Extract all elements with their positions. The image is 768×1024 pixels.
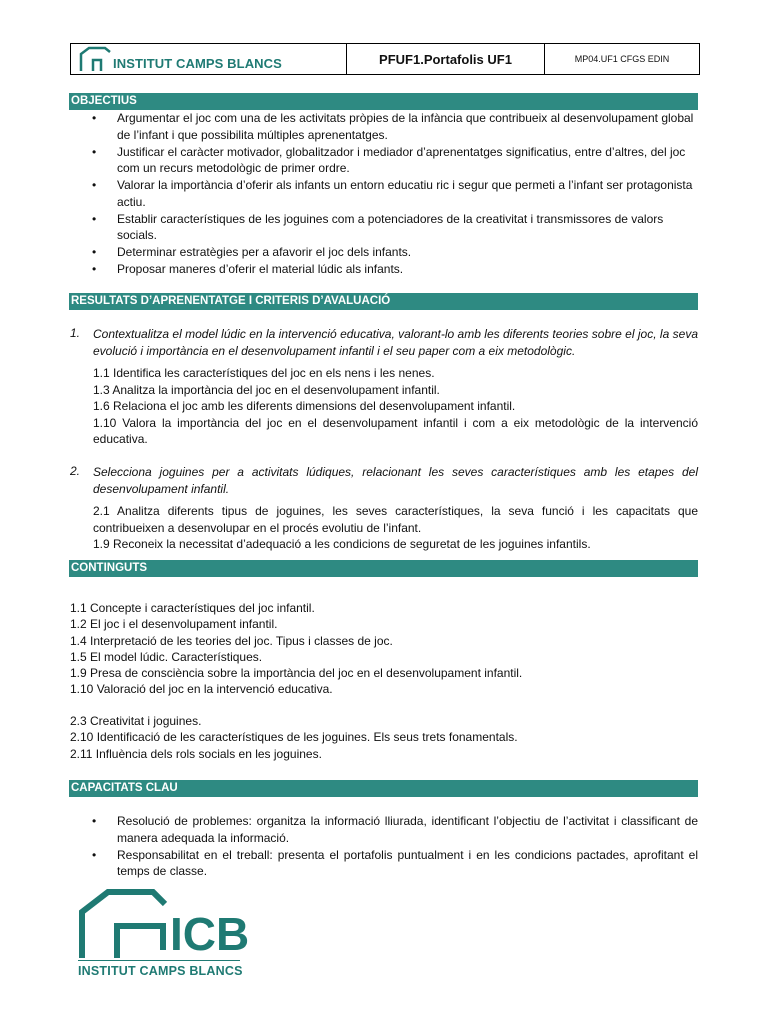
footer-logo — [78, 888, 248, 965]
header-table — [70, 43, 700, 75]
content-item: 2.11 Influència dels rols socials en les joguines. — [70, 746, 322, 761]
list-item: • Valorar la importància d’oferir als infants un entorn educatiu ric i segur que permeti a l’infant ser protagonista actiu. — [92, 178, 693, 209]
list-item: • Argumentar el joc com una de les activitats pròpies de la infància que contribueix al desenvolupament global de l’infant i que possibilita múltiples aprenentatges. — [92, 111, 694, 142]
content-item: 2.10 Identificació de les característiques de les joguines. Els seus trets fonamentals. — [70, 730, 518, 745]
house-outline-icon — [78, 888, 248, 960]
content-item: 1.10 Valoració del joc en la intervenció educativa. — [70, 682, 333, 697]
ra-title: Contextualitza el model lúdic en la intervenció educativa, valorant-lo amb les diferents teories sobre el joc, la seva evolució i importància en el desenvolupament infantil i el seu paper com a eix metodològic. — [93, 327, 698, 358]
list-item: • Determinar estratègies per a afavorir el joc dels infants. — [92, 245, 412, 259]
content-item: 1.1 Concepte i característiques del joc infantil. — [70, 601, 315, 615]
criterion-item: 1.1 Identifica les característiques del joc en els nens i les nenes. — [93, 366, 435, 380]
criterion-item: 2.1 Analitza diferents tipus de joguines, les seves característiques, la seva funció i les capacitats que contribueixen a desenvolupar en el procés evolutiu de l’infant. — [93, 504, 698, 535]
logo-monogram: ICB — [170, 908, 248, 960]
logo-text: INSTITUT CAMPS BLANCS — [113, 56, 282, 71]
list-item: • Responsabilitat en el treball: presenta el portafolis puntualment i en les condicions pactades, aprofitant el temps de classe. — [92, 847, 698, 878]
header-logo-cell — [71, 44, 347, 74]
ra-title: Selecciona joguines per a activitats lúdiques, relacionant les seves característiques amb les etapes del desenvolupament infantil. — [93, 465, 698, 496]
section-heading-resultats: RESULTATS D’APRENENTATGE I CRITERIS D’AVALUACIÓ — [69, 293, 698, 310]
list-item: • Establir característiques de les joguines com a potenciadores de la creativitat i transmissores de valors socials. — [92, 211, 664, 242]
list-item: • Proposar maneres d’oferir el material lúdic als infants. — [92, 262, 404, 276]
content-item: 1.5 El model lúdic. Característiques. — [70, 649, 263, 664]
objectius-list — [70, 110, 698, 278]
logo-divider — [78, 960, 240, 961]
criterion-item: 1.6 Relaciona el joc amb les diferents dimensions del desenvolupament infantil. — [93, 399, 516, 413]
continguts-group-2 — [70, 713, 698, 762]
criterion-item: 1.9 Reconeix la necessitat d’adequació a les condicions de seguretat de les joguines infantils. — [93, 537, 591, 551]
content-item: 1.4 Interpretació de les teories del joc. Tipus i classes de joc. — [70, 633, 393, 648]
content-item: 2.3 Creativitat i joguines. — [70, 714, 202, 728]
footer-logo-text: INSTITUT CAMPS BLANCS — [78, 964, 243, 978]
section-heading-continguts: CONTINGUTS — [69, 560, 698, 577]
house-outline-icon — [79, 46, 111, 72]
list-item: • Justificar el caràcter motivador, globalitzador i mediador d’aprenentatges significatius, entre d’altres, del joc com un recurs metodològic de primer ordre. — [92, 144, 686, 175]
document-title: PFUF1.Portafolis UF1 — [347, 44, 545, 74]
ra-number: 1. — [70, 326, 81, 340]
criteria-list — [93, 365, 698, 448]
institute-logo — [79, 46, 282, 72]
criteria-list — [93, 503, 698, 553]
document-code: MP04.UF1 CFGS EDIN — [574, 54, 670, 64]
ra-number: 2. — [70, 464, 81, 478]
section-heading-objectius: OBJECTIUS — [69, 93, 698, 110]
section-heading-capacitats: CAPACITATS CLAU — [69, 780, 698, 797]
capacitats-list — [70, 813, 698, 880]
content-item: 1.9 Presa de consciència sobre la importància del joc en el desenvolupament infantil. — [70, 666, 523, 681]
list-item: • Resolució de problemes: organitza la informació lliurada, identificant l’objectiu de l’activitat i classificant de manera adequada la informació. — [92, 814, 698, 845]
continguts-group-1 — [70, 600, 698, 698]
criterion-item: 1.3 Analitza la importància del joc en el desenvolupament infantil. — [93, 382, 440, 397]
content-item: 1.2 El joc i el desenvolupament infantil. — [70, 617, 278, 632]
criterion-item: 1.10 Valora la importància del joc en el desenvolupament infantil i com a eix metodològic de la intervenció educativa. — [93, 415, 698, 446]
